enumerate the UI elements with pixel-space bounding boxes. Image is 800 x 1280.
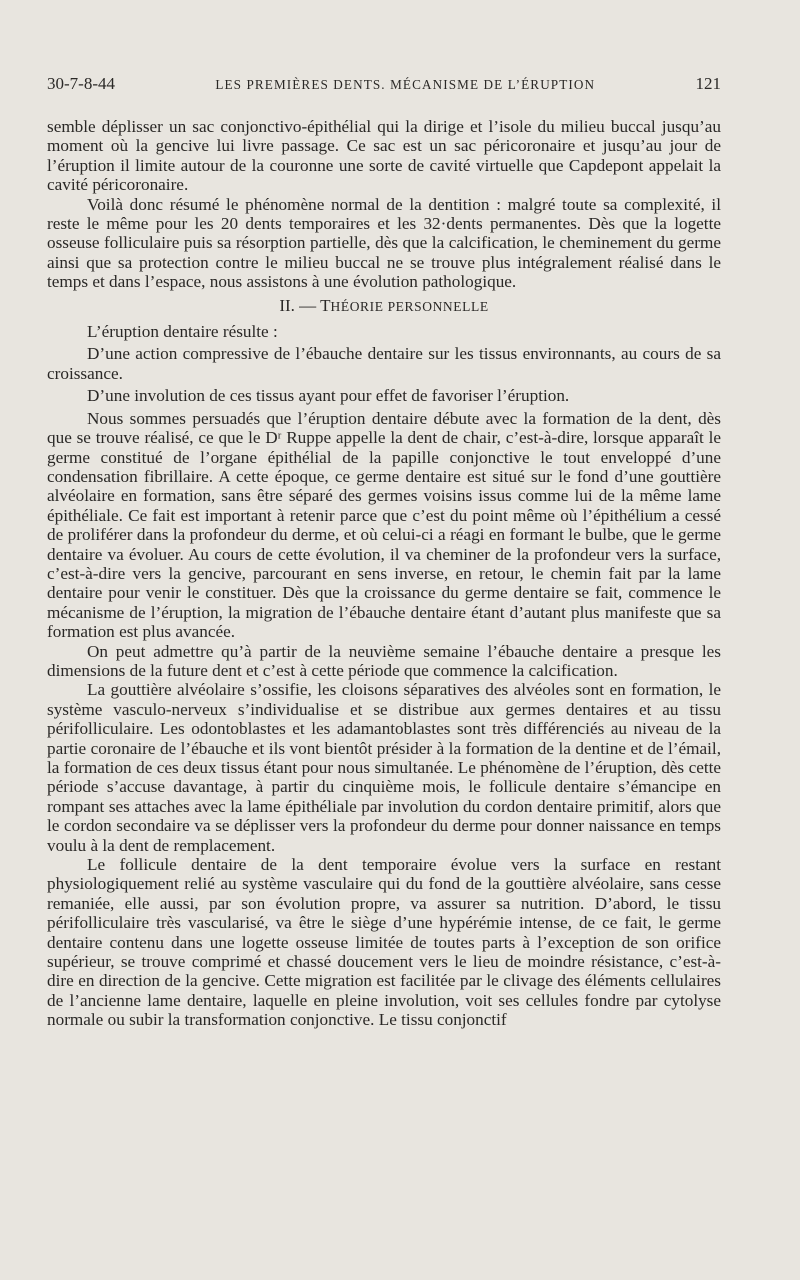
paragraph: D’une involution de ces tissus ayant pour effet de favoriser l’éruption. — [87, 386, 570, 406]
paragraph: D’une action compressive de l’ébauche dentaire sur les tissus environnants, au cours de sa croissance. — [47, 344, 721, 383]
body-text — [47, 117, 721, 1030]
section-title-initial: T — [320, 295, 331, 315]
paragraph: semble déplisser un sac conjonctivo-épithélial qui la dirige et l’isole du milieu buccal jusqu’au moment où la gencive lui livre passage. Ce sac est un sac péricoronaire et jusqu’au jour de l’éruption il limite autour de la couronne une sorte de cavité virtuelle que Capdepont appelait la cavité péricoronaire. — [47, 117, 721, 195]
header-title: LES PREMIÈRES DENTS. MÉCANISME DE L’ÉRUPTION — [215, 77, 596, 92]
paragraph: On peut admettre qu’à partir de la neuvième semaine l’ébauche dentaire a presque les dimensions de la future dent et c’est à cette période que commence la calcification. — [47, 641, 721, 680]
paragraph: Nous sommes persuadés que l’éruption dentaire débute avec la formation de la dent, dès que se trouve réalisé, ce que le Dʳ Ruppe appelle la dent de chair, c’est-à-dire, lorsque apparaît le germe constitué de l’organe épithélial de la papille conjonctive le tout enveloppé d’une condensation fibrillaire. A cette époque, ce germe dentaire est situé sur le fond d’une gouttière alvéolaire en formation, sans être séparé des germes voisins issus comme lui de la même lame épithéliale. Ce fait est important à retenir parce que c’est du point même où l’épithélium a cessé de proliférer dans la profondeur du derme, et où celui-ci a réagi en formant le bulbe, que le germe dentaire va évoluer. Au cours de cette évolution, il va cheminer de la profondeur vers la surface, c’est-à-dire vers la gencive, parcourant en sens inverse, en retour, le chemin fait par la lame dentaire pour venir le constituer. Dès que la croissance du germe dentaire se fait, commence le mécanisme de l’éruption, la migration de l’ébauche dentaire étant d’autant plus manifeste que sa formation est plus avancée. — [47, 408, 721, 642]
section-number: II. — — [279, 295, 317, 315]
paragraph: Le follicule dentaire de la dent temporaire évolue vers la surface en restant physiologiquement relié au système vasculaire qui du fond de la gouttière alvéolaire, sans cesse remaniée, elle aussi, par son évolution propre, va assurer sa nutrition. D’abord, le tissu périfolliculaire très vascularisé, va être le siège d’une hypérémie intense, de ce fait, le germe dentaire contenu dans une logette osseuse limitée de toutes parts à l’exception de son orifice supérieur, se trouve comprimé et chassé doucement vers le lieu de moindre résistance, c’est-à-dire en direction de la gencive. Cette migration est facilitée par le clivage des éléments cellulaires de l’ancienne lame dentaire, laquelle en pleine involution, voit ses cellules fondre par cytolyse normale ou subir la transformation conjonctive. Le tissu conjonctif — [47, 855, 721, 1030]
section-heading — [47, 296, 721, 316]
paragraph: La gouttière alvéolaire s’ossifie, les cloisons séparatives des alvéoles sont en formation, le système vasculo-nerveux s’individualise et se distribue aux germes dentaires et au tissu périfolliculaire. Les odontoblastes et les adamantoblastes sont très différenciés au niveau de la partie coronaire de l’ébauche et ils vont bientôt présider à la formation de la dentine et de l’émail, la formation de ces deux tissus étant pour nous simultanée. Le phénomène de l’éruption, dès cette période s’accuse davantage, à partir du cinquième mois, le follicule dentaire s’émancipe en rompant ses attaches avec la lame épithéliale par involution du cordon dentaire primitif, alors que le cordon secondaire va se déplisser vers la profondeur du derme pour donner naissance en temps voulu à la dent de remplacement. — [47, 680, 721, 855]
header-date: 30-7-8-44 — [47, 74, 115, 93]
paragraph: L’éruption dentaire résulte : — [87, 322, 278, 342]
running-head — [47, 74, 721, 94]
section-title-rest: HÉORIE PERSONNELLE — [330, 298, 489, 314]
paragraph: Voilà donc résumé le phénomène normal de la dentition : malgré toute sa complexité, il reste le même pour les 20 dents temporaires et les 32·dents permanentes. Dès que la logette osseuse folliculaire puis sa résorption partielle, dès que la calcification, le cheminement du germe ainsi que sa protection contre le milieu buccal ne se trouve plus intégralement réalisé dans le temps et dans l’espace, nous assistons à une évolution pathologique. — [47, 194, 721, 292]
page-number: 121 — [695, 74, 721, 93]
